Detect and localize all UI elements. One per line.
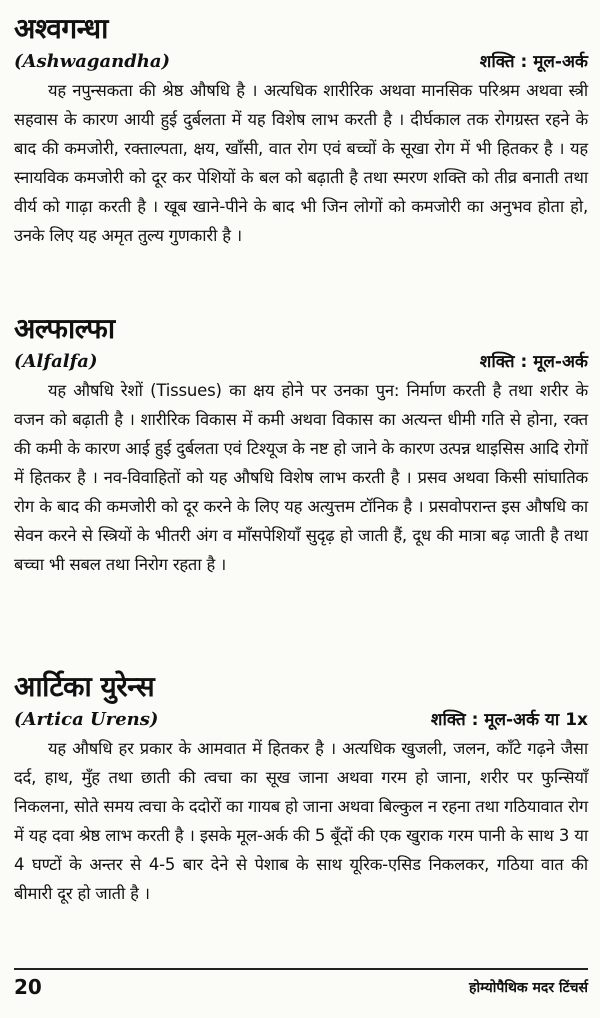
page-footer (14, 975, 588, 999)
latin-name: (Ashwagandha) (14, 51, 171, 72)
section-body: यह औषधि हर प्रकार के आमवात में हितकर है । अत्यधिक खुजली, जलन, काँटे गढ़ने जैसा दर्द, हाथ, मुँह तथा छाती की त्वचा का सूख जाना अथवा गरम हो जाना, शरीर पर फुन्सियाँ निकलना, सोते समय त्वचा के ददोरों का गायब हो जाना अथवा बिल्कुल न रहना तथा गठियावात रोग में यह दवा श्रेष्ठ लाभ करती है । इसके मूल-अर्क की 5 बूँदों की एक खुराक गरम पानी के साथ 3 या 4 घण्टों के अन्तर से 4-5 बार देने से पेशाब के साथ यूरिक-एसिड निकलकर, गठिया वात की बीमारी दूर हो जाती है । (14, 739, 588, 903)
section-subheader (14, 706, 588, 734)
section-body: यह औषधि रेशों (Tissues) का क्षय होने पर उनका पुन: निर्माण करती है तथा शरीर के वजन को बढ़ाती है । शारीरिक विकास में कमी अथवा विकास का अत्यन्त धीमी गति से होना, रक्त की कमी के कारण आई हुई दुर्बलता एवं टिश्यूज के नष्ट हो जाने के कारण उत्पन्न थाइसिस आदि रोगों में हितकर है । नव-विवाहितों को यह औषधि विशेष लाभ करती है । प्रसव अथवा किसी सांघातिक रोग के बाद की कमजोरी को दूर करने के लिए यह अत्युत्तम टॉनिक है । प्रसवोपरान्त इस औषधि का सेवन करने से स्त्रियों के भीतरी अंग व माँसपेशियाँ सुदृढ़ हो जाती हैं, दूध की मात्रा बढ़ जाती है तथा बच्चा भी सबल तथा निरोग रहता है । (14, 381, 588, 574)
section-heading: अश्वगन्धा (14, 12, 108, 45)
potency-label: शक्ति : मूल-अर्क (479, 352, 588, 372)
section-heading: आर्टिका युरेन्स (14, 670, 155, 703)
section-subheader (14, 48, 588, 76)
page-number: 20 (14, 975, 42, 999)
potency-label: शक्ति : मूल-अर्क या 1x (430, 710, 588, 730)
book-title: होम्योपैथिक मदर टिंचर्स (469, 979, 588, 996)
page (14, 0, 588, 1018)
latin-name: (Alfalfa) (14, 351, 98, 372)
section-heading: अल्फाल्फा (14, 312, 115, 345)
section-subheader (14, 348, 588, 376)
latin-name: (Artica Urens) (14, 709, 159, 730)
section-ashwagandha (14, 12, 588, 250)
footer-divider (14, 968, 588, 970)
section-alfalfa (14, 312, 588, 579)
potency-label: शक्ति : मूल-अर्क (479, 52, 588, 72)
section-artica-urens (14, 670, 588, 908)
section-body: यह नपुन्सकता की श्रेष्ठ औषधि है । अत्यधिक शारीरिक अथवा मानसिक परिश्रम अथवा स्त्री सहवास के कारण आयी हुई दुर्बलता में यह विशेष लाभ करती है । दीर्घकाल तक रोगग्रस्त रहने के बाद की कमजोरी, रक्ताल्पता, क्षय, खाँसी, वात रोग एवं बच्चों के सूखा रोग में भी हितकर है । यह स्नायविक कमजोरी को दूर कर पेशियों के बल को बढ़ाती है तथा स्मरण शक्ति को तीव्र बनाती तथा वीर्य को गाढ़ा करती है । खूब खाने-पीने के बाद भी जिन लोगों को कमजोरी का अनुभव होता हो, उनके लिए यह अमृत तुल्य गुणकारी है । (14, 81, 588, 245)
